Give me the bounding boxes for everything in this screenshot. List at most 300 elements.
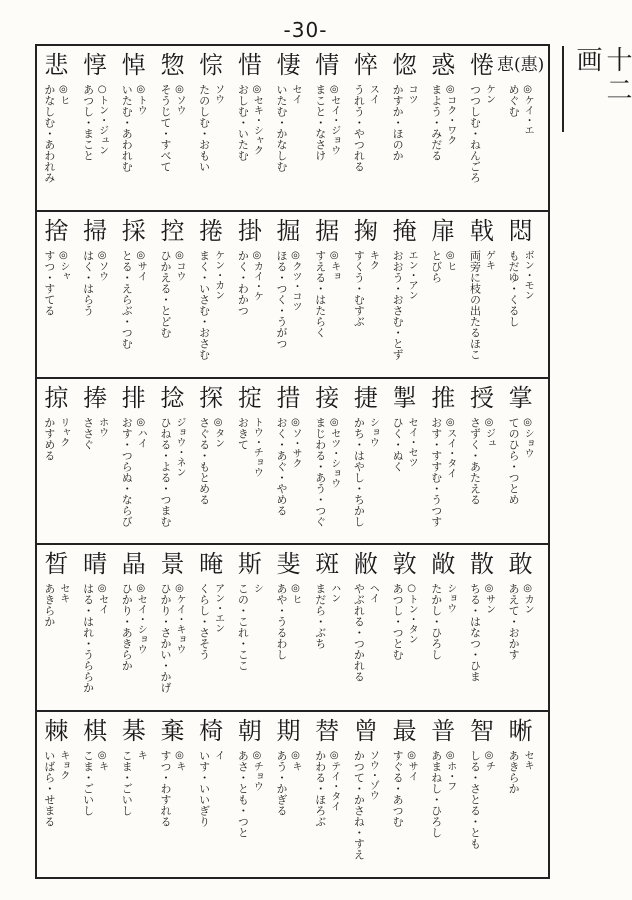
kanji-entry [231, 212, 270, 377]
kanji-character: 替 [315, 717, 340, 745]
kanji-entry [497, 46, 545, 210]
kun-reading: あつし・つとむ [391, 583, 405, 660]
on-reading: ◎キ [173, 750, 185, 771]
on-reading: ◎カイ・ケ [251, 250, 263, 301]
on-reading: ケン [483, 84, 495, 104]
on-reading: ◎サン [483, 583, 495, 614]
kun-reading: まよう・みだる [429, 84, 443, 161]
kanji-character: 捻 [160, 384, 185, 412]
kanji-character: 捧 [83, 384, 108, 412]
kanji-readings [236, 417, 263, 477]
on-reading: ◎ハイ [135, 417, 147, 448]
kanji-readings [468, 583, 495, 682]
kun-reading: かなしむ・あわれみ [42, 84, 56, 183]
kanji-entry [347, 212, 386, 377]
kanji-entry [37, 212, 76, 377]
kanji-entry [463, 46, 502, 210]
kanji-entry [76, 46, 115, 210]
on-reading: ◎スイ・タイ [444, 417, 456, 478]
kanji-character: 恵(惠) [497, 55, 545, 75]
kun-reading: てのひら・つとめ [507, 417, 521, 505]
kanji-character: 悲 [44, 51, 69, 79]
kun-reading: あまねし・ひろし [429, 750, 443, 838]
kanji-character: 捨 [44, 217, 69, 245]
on-reading: ◎セツ・ショウ [328, 417, 340, 488]
kun-reading: あさ・とも・つと [236, 750, 250, 838]
kun-reading: いす・いいぎり [197, 750, 211, 827]
kun-reading: おく・あぐ・やめる [275, 417, 289, 516]
kanji-entry [308, 712, 347, 877]
on-reading: ◎セイ [96, 583, 108, 614]
on-reading: ◎コク・ワク [444, 84, 456, 145]
on-reading: セキ [57, 583, 69, 603]
kanji-character: 掌 [508, 384, 533, 412]
kanji-readings [352, 84, 379, 172]
kanji-readings [430, 417, 457, 527]
on-reading: ◎コウ [173, 250, 185, 281]
kanji-entry [385, 212, 424, 377]
on-reading: スイ [367, 84, 379, 104]
on-reading: シ [251, 583, 263, 593]
kanji-entry [76, 712, 115, 877]
kanji-character: 措 [276, 384, 301, 412]
kun-reading: あきらか [507, 750, 521, 794]
kanji-entry [231, 46, 270, 210]
kanji-readings [82, 250, 109, 316]
kanji-readings [391, 583, 418, 660]
kanji-character: 棘 [44, 717, 69, 745]
kun-reading: おしむ・いたむ [236, 84, 250, 161]
kanji-entry [76, 379, 115, 543]
kanji-readings [82, 84, 109, 161]
kanji-entry [153, 212, 192, 377]
kanji-entry [463, 212, 502, 377]
on-reading: ◎サイ [135, 250, 147, 281]
kun-reading: あきらか [42, 583, 56, 627]
kanji-character: 掟 [237, 384, 262, 412]
on-reading: ◎ヒ [290, 583, 302, 604]
kanji-character: 惇 [83, 51, 108, 79]
kun-reading: ささぐ [81, 417, 95, 450]
kanji-readings [236, 750, 263, 838]
kanji-readings [507, 84, 534, 135]
kanji-entry [385, 46, 424, 210]
kanji-readings [198, 750, 225, 827]
kanji-entry [153, 46, 192, 210]
kanji-character: 普 [431, 717, 456, 745]
kun-reading: すくう・むすぶ [352, 250, 366, 327]
kun-reading: もだゆ・くるし [507, 250, 521, 327]
kanji-character: 惓 [469, 51, 494, 79]
kanji-character: 悰 [199, 51, 224, 79]
on-reading: ◎サイ [406, 750, 418, 781]
on-reading: キョク [57, 750, 69, 780]
kun-reading: いたむ・あわれむ [120, 84, 134, 172]
kun-reading: かわる・ほろぶ [313, 750, 327, 827]
kanji-character: 期 [276, 717, 301, 745]
kun-reading: たのしむ・おもい [197, 84, 211, 172]
kanji-readings [391, 750, 418, 827]
on-reading: ◎セイ・ショウ [135, 583, 147, 654]
kun-reading: すぐる・あつむ [391, 750, 405, 827]
kun-reading: しる・さとる・とも [468, 750, 482, 849]
kanji-entry [153, 545, 192, 710]
kun-reading: ひねる・よる・つまむ [158, 417, 172, 527]
kun-reading: うれう・やつれる [352, 84, 366, 172]
kanji-readings [275, 417, 302, 516]
kanji-entry [501, 712, 540, 877]
on-reading: ◎テイ・タイ [328, 750, 340, 811]
kun-reading: すつ・わすれる [158, 750, 172, 827]
kanji-character: 晶 [121, 550, 146, 578]
kun-reading: いたむ・かなしむ [275, 84, 289, 172]
on-reading: トウ・チョウ [251, 417, 263, 477]
on-reading: ◎ソウ [173, 84, 185, 115]
kanji-readings [159, 250, 186, 338]
kanji-entry [269, 379, 308, 543]
kun-reading: あえて・おかす [507, 583, 521, 660]
on-reading: ヘイ [367, 583, 379, 603]
kanji-entry [231, 379, 270, 543]
on-reading: ホウ [96, 417, 108, 437]
kanji-entry [308, 545, 347, 710]
kanji-row [37, 210, 548, 377]
kanji-readings [430, 750, 457, 838]
kanji-character: 晴 [83, 550, 108, 578]
kanji-readings [82, 417, 109, 450]
kun-reading: さずく・あたえる [468, 417, 482, 505]
kanji-readings [120, 583, 147, 671]
kanji-character: 情 [315, 51, 340, 79]
kun-reading: ひかり・あきらか [120, 583, 134, 671]
on-reading: ◎チョウ [251, 750, 263, 791]
kanji-character: 棋 [83, 717, 108, 745]
kun-reading: いばら・せまる [42, 750, 56, 827]
kun-reading: とる・えらぶ・つむ [120, 250, 134, 349]
kanji-character: 敦 [392, 550, 417, 578]
kun-reading: おきて [236, 417, 250, 450]
kanji-entry [463, 712, 502, 877]
kanji-entry [501, 379, 540, 543]
kun-reading: めぐむ [507, 84, 521, 117]
kanji-readings [314, 750, 341, 827]
kanji-row [37, 44, 548, 210]
kanji-readings [352, 417, 379, 527]
on-reading: ショウ [367, 417, 379, 447]
kanji-readings [43, 84, 70, 183]
kanji-entry [37, 545, 76, 710]
kanji-character: 晻 [199, 550, 224, 578]
kun-reading: たかし・ひろし [429, 583, 443, 660]
kanji-entry [424, 545, 463, 710]
kanji-readings [120, 250, 147, 349]
kanji-character: 朝 [237, 717, 262, 745]
kanji-entry [424, 46, 463, 210]
stroke-count-label: 十二画 [562, 46, 632, 132]
on-reading: ◎ヒ [444, 250, 456, 271]
kun-reading: さぐる・もとめる [197, 417, 211, 505]
kanji-entry [231, 712, 270, 877]
kanji-entry [347, 545, 386, 710]
kanji-character: 掃 [83, 217, 108, 245]
kanji-readings [507, 583, 534, 660]
kanji-readings [120, 750, 147, 816]
kanji-character: 敝 [353, 550, 378, 578]
kanji-table [35, 44, 550, 879]
kanji-character: 棄 [160, 717, 185, 745]
kanji-readings [430, 583, 457, 660]
on-reading: リャク [57, 417, 69, 447]
kanji-character: 掘 [276, 217, 301, 245]
kanji-character: 控 [160, 217, 185, 245]
kun-reading: ひかり・さかい・かげ [158, 583, 172, 693]
kanji-readings [391, 417, 418, 472]
kanji-readings [43, 250, 70, 316]
on-reading: ◎ケイ・エ [522, 84, 534, 135]
kanji-character: 椅 [199, 717, 224, 745]
kanji-readings [43, 583, 70, 627]
kanji-readings [507, 250, 534, 327]
kanji-readings [507, 417, 534, 505]
on-reading: ソウ [212, 84, 224, 104]
on-reading: ◎キ [290, 750, 302, 771]
kanji-readings [314, 417, 341, 527]
on-reading: キ [135, 750, 147, 760]
kanji-readings [275, 250, 302, 349]
kanji-readings [43, 417, 70, 461]
kanji-character: 最 [392, 717, 417, 745]
kanji-character: 棊 [121, 717, 146, 745]
kun-reading: かく・わかつ [236, 250, 250, 316]
kanji-entry [76, 212, 115, 377]
kanji-readings [275, 84, 302, 172]
on-reading: ハン [328, 583, 340, 603]
kanji-entry [347, 46, 386, 210]
on-reading: ◎ヒ [57, 84, 69, 105]
kanji-row [37, 377, 548, 543]
kanji-readings [120, 84, 147, 172]
kun-reading: あう・かぎる [275, 750, 289, 816]
on-reading: ショウ [444, 583, 456, 613]
kanji-entry [231, 545, 270, 710]
kanji-character: 据 [315, 217, 340, 245]
on-reading: セイ [290, 84, 302, 104]
kun-reading: こま・ごいし [120, 750, 134, 816]
kanji-character: 斑 [315, 550, 340, 578]
kun-reading: つつしむ・ねんごろ [468, 84, 482, 183]
kanji-entry [192, 46, 231, 210]
kanji-character: 悶 [508, 217, 533, 245]
on-reading: ◎カン [522, 583, 534, 614]
kanji-entry [308, 212, 347, 377]
on-reading: ジョウ・ネン [173, 417, 185, 477]
kanji-readings [468, 750, 495, 849]
kanji-entry [37, 712, 76, 877]
kun-reading: かすめる [42, 417, 56, 461]
kanji-entry [424, 379, 463, 543]
kanji-entry [308, 379, 347, 543]
kanji-character: 戟 [469, 217, 494, 245]
kanji-character: 授 [469, 384, 494, 412]
on-reading: ◎ホ・フ [444, 750, 456, 791]
kanji-entry [192, 712, 231, 877]
on-reading: ◎キョ [328, 250, 340, 281]
kanji-readings [430, 250, 457, 283]
kanji-readings [468, 417, 495, 505]
kanji-readings [314, 250, 341, 338]
kanji-character: 悴 [353, 51, 378, 79]
on-reading: ◎ケイ・キョウ [173, 583, 185, 654]
kanji-entry [37, 379, 76, 543]
kanji-character: 斯 [237, 550, 262, 578]
kun-reading: まく・いさむ・おさむ [197, 250, 211, 360]
kanji-entry [114, 712, 153, 877]
kun-reading: こま・ごいし [81, 750, 95, 816]
kanji-entry [501, 545, 540, 710]
kun-reading: ひかえる・とどむ [158, 250, 172, 338]
kun-reading: とびら [429, 250, 443, 283]
kanji-entry [385, 712, 424, 877]
on-reading: ◎ソ・サク [290, 417, 302, 468]
on-reading: ソウ・ゾウ [367, 750, 379, 800]
kun-reading: そうじて・すべて [158, 84, 172, 172]
kun-reading: まじわる・あう・つぐ [313, 417, 327, 527]
kun-reading: くらし・さそう [197, 583, 211, 660]
kanji-character: 晳 [44, 550, 69, 578]
kanji-character: 悼 [121, 51, 146, 79]
on-reading: セイ・セツ [406, 417, 418, 467]
kanji-readings [314, 84, 341, 161]
kanji-character: 敞 [431, 550, 456, 578]
kun-reading: あつし・まこと [81, 84, 95, 161]
kanji-entry [385, 379, 424, 543]
on-reading: ◎セキ・シャク [251, 84, 263, 155]
kun-reading: おす・つらぬ・ならび [120, 417, 134, 527]
on-reading: ◎クツ・コツ [290, 250, 302, 311]
kanji-entry [347, 379, 386, 543]
kanji-entry [114, 212, 153, 377]
kanji-readings [430, 84, 457, 161]
kanji-character: 掛 [237, 217, 262, 245]
kun-reading: かすか・ほのか [391, 84, 405, 161]
on-reading: ケン・カン [212, 250, 224, 300]
kun-reading: まこと・なさけ [313, 84, 327, 161]
kanji-readings [159, 84, 186, 172]
on-reading: セキ [522, 750, 534, 770]
kanji-readings [159, 750, 186, 827]
on-reading: ◎シャ [57, 250, 69, 281]
kanji-entry [192, 379, 231, 543]
kanji-character: 掬 [353, 217, 378, 245]
kanji-entry [192, 545, 231, 710]
kanji-entry [463, 379, 502, 543]
on-reading: アン・エン [212, 583, 224, 633]
kanji-readings [391, 250, 418, 360]
kanji-entry [463, 545, 502, 710]
kanji-character: 景 [160, 550, 185, 578]
kanji-character: 扉 [431, 217, 456, 245]
kanji-readings [159, 417, 186, 527]
on-reading: ◎トウ [135, 84, 147, 115]
kun-reading: すつ・すてる [42, 250, 56, 316]
kun-reading: ひく・ぬく [391, 417, 405, 472]
on-reading: コツ [406, 84, 418, 104]
kanji-character: 排 [121, 384, 146, 412]
kun-reading: やぶれる・つかれる [352, 583, 366, 682]
kanji-character: 捷 [353, 384, 378, 412]
on-reading: エン・アン [406, 250, 418, 300]
kun-reading: ちる・はなつ・ひま [468, 583, 482, 682]
kanji-readings [82, 583, 109, 693]
kanji-entry [269, 46, 308, 210]
kanji-character: 晰 [508, 717, 533, 745]
kanji-entry [37, 46, 76, 210]
kun-reading: はる・はれ・うららか [81, 583, 95, 693]
kanji-readings [43, 750, 70, 827]
kanji-readings [468, 84, 495, 183]
kanji-character: 斐 [276, 550, 301, 578]
kanji-character: 敢 [508, 550, 533, 578]
kanji-character: 惜 [237, 51, 262, 79]
kanji-entry [269, 545, 308, 710]
kanji-character: 惚 [392, 51, 417, 79]
kanji-entry [114, 545, 153, 710]
kanji-readings [82, 750, 109, 816]
on-reading: ○トン・タン [406, 583, 418, 644]
kanji-row [37, 543, 548, 710]
kanji-entry [501, 212, 540, 377]
kanji-entry [192, 212, 231, 377]
kanji-readings [198, 417, 225, 505]
on-reading: ◎チ [483, 750, 495, 771]
kun-reading: 両旁に枝の出たるほこ [468, 250, 482, 360]
page-number: -30- [283, 18, 328, 42]
kanji-readings [352, 750, 379, 860]
kanji-entry [347, 712, 386, 877]
kanji-readings [236, 583, 263, 671]
kanji-readings [507, 750, 534, 794]
kanji-readings [275, 750, 302, 816]
kanji-entry [114, 46, 153, 210]
kanji-entry [385, 545, 424, 710]
kanji-entry [153, 712, 192, 877]
on-reading: ◎ショウ [522, 417, 534, 458]
kanji-readings [275, 583, 302, 660]
on-reading: イ [212, 750, 224, 760]
kanji-character: 惑 [431, 51, 456, 79]
kun-reading: かつて・かさね・すえ [352, 750, 366, 860]
on-reading: ◎セイ・ジョウ [328, 84, 340, 155]
kanji-character: 探 [199, 384, 224, 412]
on-reading: キク [367, 250, 379, 270]
kanji-entry [424, 212, 463, 377]
kanji-readings [198, 250, 225, 360]
kanji-readings [236, 250, 263, 316]
kanji-readings [468, 250, 495, 360]
kun-reading: あや・うるわし [275, 583, 289, 660]
on-reading: ○トン・ジュン [96, 84, 108, 155]
kanji-readings [352, 250, 379, 327]
kanji-character: 曾 [353, 717, 378, 745]
kanji-readings [352, 583, 379, 682]
kanji-entry [269, 712, 308, 877]
kanji-character: 智 [469, 717, 494, 745]
kanji-entry [424, 712, 463, 877]
kun-reading: まだら・ぶち [313, 583, 327, 649]
kanji-row [37, 710, 548, 879]
kanji-readings [314, 583, 341, 649]
on-reading: ボン・モン [522, 250, 534, 300]
